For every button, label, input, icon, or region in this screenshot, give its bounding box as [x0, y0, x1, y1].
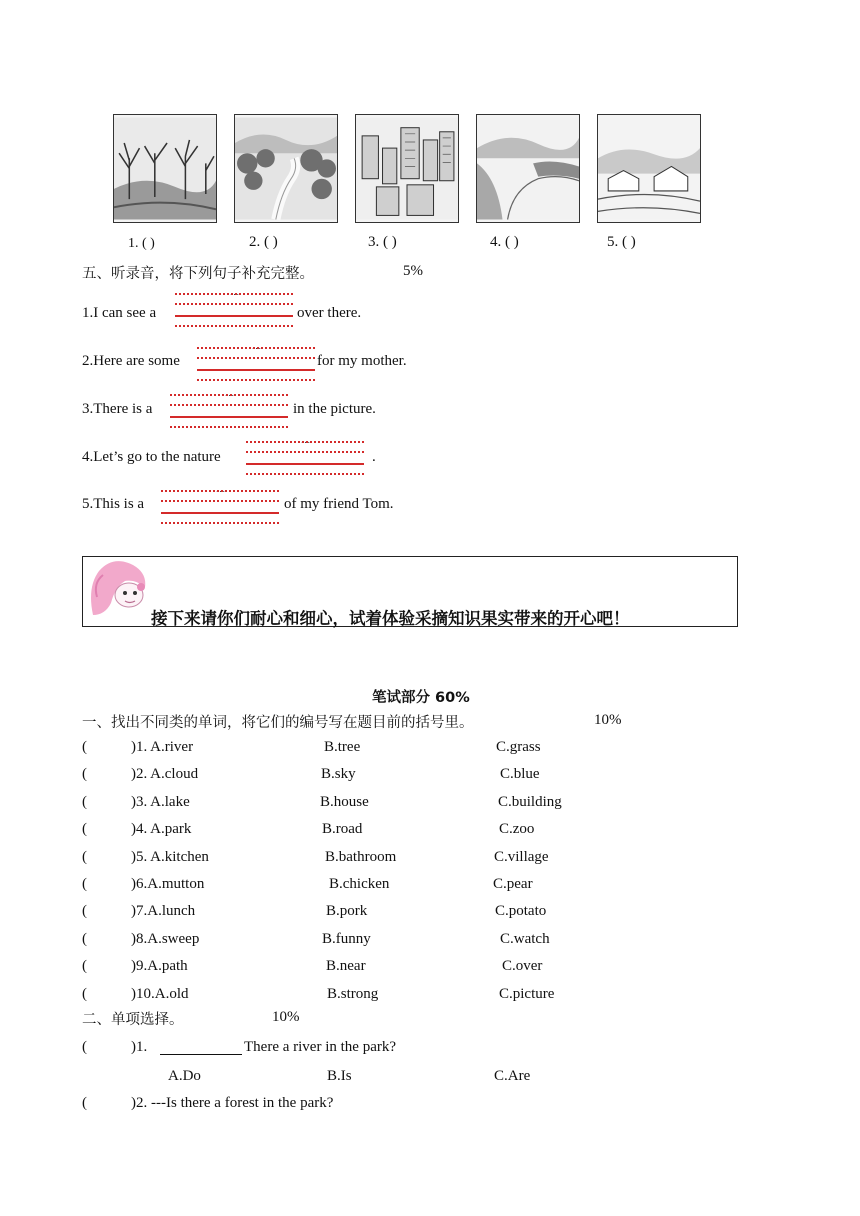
word-row-10-option-c: C.picture — [499, 985, 555, 1002]
picture-label-1: 1. ( ) — [128, 236, 155, 251]
word-row-9-option-b: B.near — [326, 958, 366, 975]
picture-5 — [597, 114, 701, 223]
q1-option-c: C.Are — [494, 1068, 531, 1084]
q1-answer-blank[interactable] — [160, 1040, 242, 1055]
word-row-5-option-a: )5. A.kitchen — [131, 848, 209, 865]
word-row-1-option-b: B.tree — [324, 739, 361, 755]
picture-2 — [234, 114, 338, 223]
word-row-2-option-a: )2. A.cloud — [131, 766, 199, 783]
word-row-6-answer-slot[interactable] — [92, 876, 128, 894]
written-section-heading: 笔试部分 60% — [372, 690, 470, 706]
word-row-3-answer-slot[interactable] — [92, 794, 128, 812]
river-forest-scene-icon — [235, 115, 337, 222]
picture-label-2: 2. ( ) — [249, 234, 278, 250]
word-row-3-paren: ( — [82, 793, 87, 810]
village-houses-icon — [598, 115, 700, 222]
word-row-8-option-b: B.funny — [322, 930, 371, 947]
picture-label-5: 5. ( ) — [607, 234, 636, 250]
picture-label-4: 4. ( ) — [490, 234, 519, 250]
sentence-5-before: 5.This is a — [82, 496, 145, 512]
picture-label-3: 3. ( ) — [368, 234, 397, 250]
word-row-6-paren: ( — [82, 876, 87, 892]
answer-blank-5[interactable]: .... — [161, 512, 279, 513]
word-row-7-answer-slot[interactable] — [92, 903, 128, 921]
section5-title: 五、听录音，将下列句子补充完整。 — [82, 266, 314, 282]
answer-blank-1[interactable]: .... — [175, 315, 293, 316]
answer-blank-4[interactable]: .... — [246, 463, 364, 464]
sentence-3-after: in the picture. — [293, 401, 376, 417]
word-row-9-option-a: )9.A.path — [131, 958, 188, 975]
word-row-2-paren: ( — [82, 766, 87, 783]
word-row-9-option-c: C.over — [502, 958, 543, 975]
section5-score: 5% — [403, 263, 423, 279]
word-row-5-answer-slot[interactable] — [92, 849, 128, 867]
picture-1 — [113, 114, 217, 223]
answer-blank-2[interactable]: .... — [197, 369, 315, 370]
word-row-2-answer-slot[interactable] — [92, 766, 128, 784]
sentence-1-before: 1.I can see a — [82, 305, 157, 321]
word-row-1-paren: ( — [82, 739, 87, 755]
sentence-1-after: over there. — [297, 305, 362, 321]
word-row-8-option-a: )8.A.sweep — [131, 930, 200, 947]
word-row-7-option-b: B.pork — [326, 903, 368, 920]
q2-paren: ( — [82, 1095, 87, 1111]
q1-option-a: A.Do — [168, 1068, 201, 1084]
word-row-7-paren: ( — [82, 903, 87, 920]
word-row-3-option-c: C.building — [498, 793, 562, 810]
word-row-8-option-c: C.watch — [500, 930, 550, 947]
word-row-10-paren: ( — [82, 985, 87, 1002]
city-buildings-icon — [356, 115, 458, 222]
word-row-8-answer-slot[interactable] — [92, 931, 128, 949]
word-row-3-option-a: )3. A.lake — [131, 793, 190, 810]
word-row-6-option-c: C.pear — [493, 876, 533, 892]
lake-coast-icon — [477, 115, 579, 222]
word-row-4-option-b: B.road — [322, 821, 363, 838]
word-row-1-option-c: C.grass — [496, 739, 541, 755]
word-row-7-option-a: )7.A.lunch — [131, 903, 196, 920]
section1-score: 10% — [594, 712, 622, 728]
sentence-2-before: 2.Here are some — [82, 353, 180, 369]
word-row-10-answer-slot[interactable] — [92, 986, 128, 1004]
sentence-3-before: 3.There is a — [82, 401, 153, 417]
pink-hair-girl-icon — [85, 557, 151, 623]
section2-title: 二、单项选择。 — [82, 1012, 184, 1028]
sentence-4-before: 4.Let’s go to the nature — [82, 449, 221, 465]
sentence-2-after: for my mother. — [317, 353, 407, 369]
word-row-10-option-b: B.strong — [327, 985, 379, 1002]
word-row-4-option-c: C.zoo — [499, 821, 535, 838]
word-row-1-answer-slot[interactable] — [92, 739, 128, 757]
word-row-4-option-a: )4. A.park — [131, 821, 192, 838]
word-row-7-option-c: C.potato — [495, 903, 547, 920]
answer-blank-3[interactable]: .... — [170, 416, 288, 417]
word-row-4-answer-slot[interactable] — [92, 821, 128, 839]
picture-3 — [355, 114, 459, 223]
word-row-2-option-b: B.sky — [321, 766, 356, 783]
word-row-5-paren: ( — [82, 848, 87, 865]
sentence-5-after: of my friend Tom. — [284, 496, 394, 512]
q2-text: )2. ---Is there a forest in the park? — [131, 1095, 334, 1111]
word-row-9-answer-slot[interactable] — [92, 958, 128, 976]
word-row-9-paren: ( — [82, 958, 87, 975]
word-row-4-paren: ( — [82, 821, 87, 838]
word-row-2-option-c: C.blue — [500, 766, 540, 783]
picture-4 — [476, 114, 580, 223]
word-row-5-option-c: C.village — [494, 848, 549, 865]
section2-score: 10% — [272, 1009, 300, 1025]
banner-text: 接下来请你们耐心和细心，试着体验采摘知识果实带来的开心吧！ — [151, 609, 630, 628]
q1-option-b: B.Is — [327, 1068, 352, 1084]
word-row-6-option-b: B.chicken — [329, 876, 390, 892]
word-row-8-paren: ( — [82, 930, 87, 947]
word-row-3-option-b: B.house — [320, 793, 369, 810]
q1-text: There a river in the park? — [244, 1039, 396, 1055]
forest-scene-icon — [114, 115, 216, 222]
encouragement-banner — [82, 556, 738, 627]
word-row-6-option-a: )6.A.mutton — [131, 876, 205, 892]
word-row-5-option-b: B.bathroom — [325, 848, 397, 865]
q1-paren: ( — [82, 1039, 87, 1055]
word-row-1-option-a: )1. A.river — [131, 739, 194, 755]
q1-number: )1. — [131, 1039, 148, 1055]
sentence-4-after: . — [372, 449, 376, 465]
word-row-10-option-a: )10.A.old — [131, 985, 189, 1002]
section1-title: 一、找出不同类的单词，将它们的编号写在题目前的括号里。 — [82, 715, 474, 731]
